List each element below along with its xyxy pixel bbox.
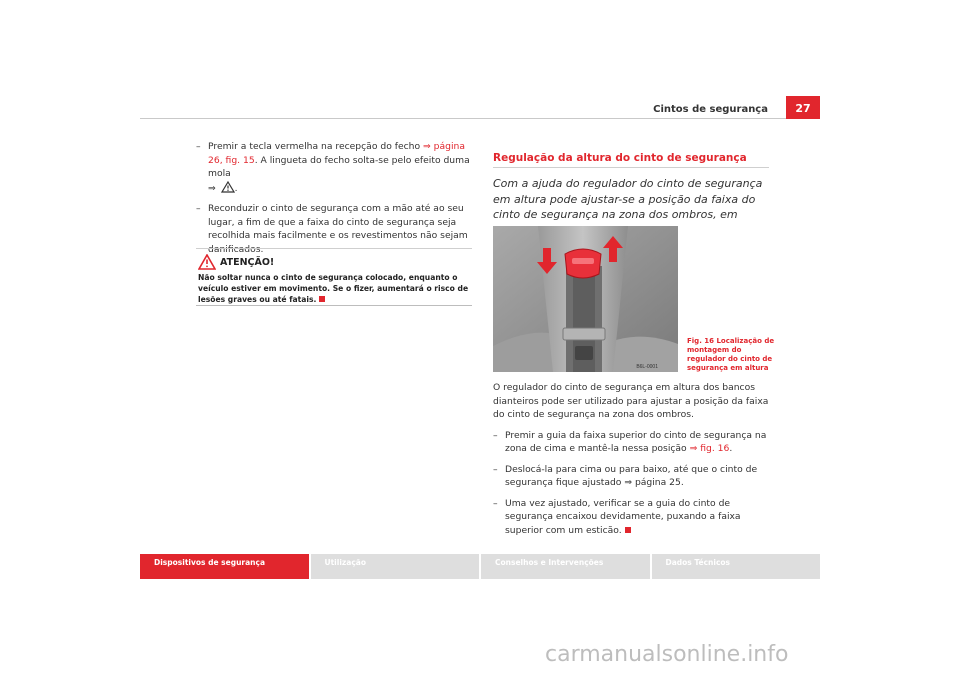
warning-title: ATENÇÃO! <box>220 256 275 268</box>
arrow-ref: ⇒ <box>208 182 219 194</box>
end-mark-icon <box>319 296 325 302</box>
bullet-dash: – <box>196 141 201 152</box>
cross-reference-link[interactable]: ⇒ página 26, fig. 15 <box>208 141 465 166</box>
bullet-text: Premir a guia da faixa superior do cinto de segurança na zona de cima e mantê-la nessa posição <box>505 429 767 454</box>
chapter-title: Cintos de segurança <box>653 104 768 115</box>
section-title: Regulação da altura do cinto de segurança <box>493 152 769 168</box>
page-number: 27 <box>786 96 820 119</box>
left-column <box>196 140 472 263</box>
bullet-text: . <box>234 182 238 194</box>
right-body <box>493 381 769 544</box>
warning-triangle-icon <box>198 254 216 270</box>
bullet-dash: – <box>493 497 498 509</box>
bullet-dash: – <box>493 429 498 441</box>
bullet-text: Uma vez ajustado, verificar se a guia do cinto de segurança encaixou devidamente, puxando a faixa superior com um esticão. <box>505 497 741 536</box>
cross-reference-link[interactable]: ⇒ fig. 16 <box>689 443 730 454</box>
bullet-text: Premir a tecla vermelha na recepção do fecho <box>208 141 424 152</box>
list-item <box>493 463 769 490</box>
figure-illustration <box>493 226 678 372</box>
figure-seatbelt-height-adjuster <box>493 226 678 372</box>
list-item <box>196 140 472 195</box>
bullet-dash: – <box>196 203 201 214</box>
footer-tab-conselhos[interactable]: Conselhos e Intervenções <box>481 554 650 579</box>
header-rule <box>140 118 820 119</box>
footer-nav <box>140 554 820 579</box>
list-item <box>493 497 769 538</box>
warning-text <box>198 272 470 305</box>
bullet-text: . A lingueta do fecho solta-se pelo efeito duma mola <box>208 154 470 179</box>
watermark: carmanualsonline.info <box>545 642 789 667</box>
footer-tab-dados-tecnicos[interactable]: Dados Técnicos <box>652 554 821 579</box>
footer-tab-dispositivos[interactable]: Dispositivos de segurança <box>140 554 309 579</box>
warning-body: Não soltar nunca o cinto de segurança colocado, enquanto o veículo estiver em movimento. Se o fizer, aumentará o risco de lesões graves ou até fatais. <box>198 273 469 304</box>
paragraph: O regulador do cinto de segurança em altura dos bancos dianteiros pode ser utilizado para ajustar a posição da faixa do cinto de segurança na zona dos ombros. <box>493 382 769 420</box>
warning-box <box>196 248 472 306</box>
list-item <box>493 429 769 456</box>
intro-text: Com a ajuda do regulador do cinto de segurança em altura pode ajustar-se a posição da faixa do cinto de segurança na zona dos ombros, em <box>493 177 763 221</box>
figure-caption: Fig. 16 Localização de montagem do regulador do cinto de segurança em altura <box>687 337 775 372</box>
bullet-text: Reconduzir o cinto de segurança com a mão até ao seu lugar, a fim de que a faixa do cinto de segurança seja recolhida mais facilmente e os revestimentos não sejam danificados. <box>208 203 468 255</box>
bullet-text: . <box>729 443 733 454</box>
end-mark-icon <box>625 527 631 533</box>
footer-tab-utilizacao[interactable]: Utilização <box>311 554 480 579</box>
warning-header <box>198 253 274 271</box>
page-header <box>140 96 820 120</box>
figure-code: B6L-0001 <box>636 364 658 370</box>
bullet-dash: – <box>493 463 498 475</box>
bullet-text: Deslocá-la para cima ou para baixo, até que o cinto de segurança fique ajustado ⇒ página 25. <box>505 463 758 488</box>
warning-triangle-icon <box>221 181 235 193</box>
